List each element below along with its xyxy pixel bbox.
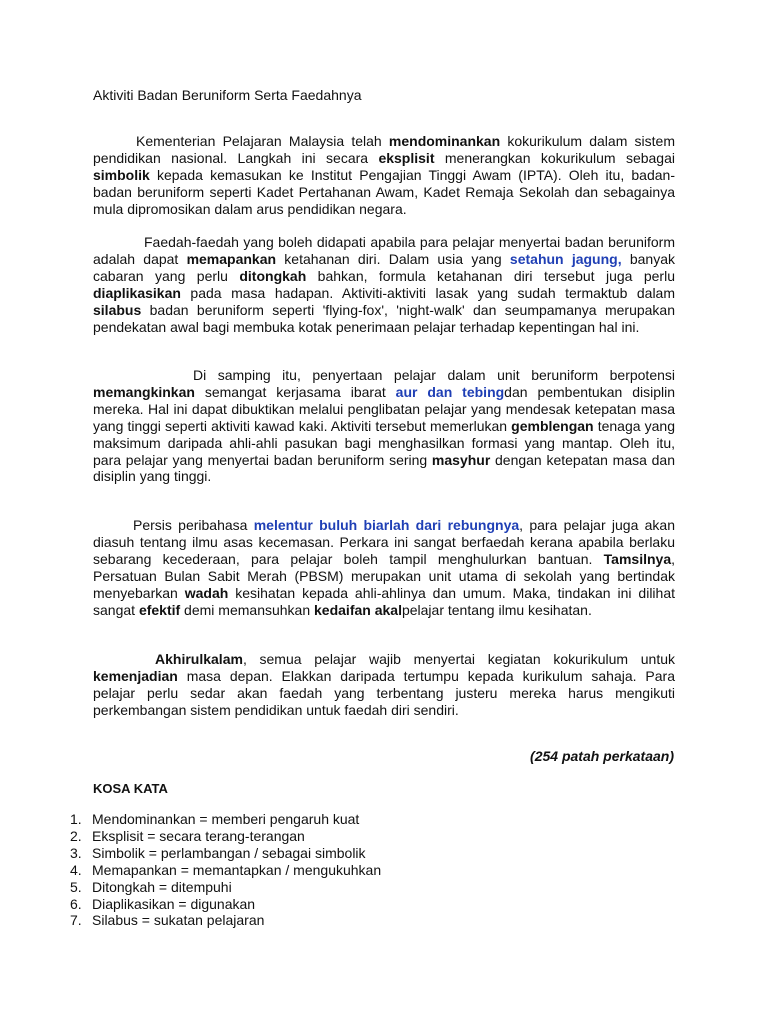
vocabulary-item-number: 4. xyxy=(70,861,82,878)
keyword-bold: Tamsilnya xyxy=(603,550,672,567)
vocabulary-item-text: Simbolik = perlambangan / sebagai simbolik xyxy=(92,844,366,861)
paragraph-text: Faedah-faedah yang boleh didapati apabila para pelajar menyertai badan beruniform adalah dapat xyxy=(93,234,675,267)
vocabulary-item xyxy=(70,862,381,879)
idiom-highlight: melentur buluh biarlah dari rebungnya xyxy=(253,517,520,533)
keyword-bold: mendominankan xyxy=(388,133,501,149)
keyword-bold: kemenjadian xyxy=(93,667,178,684)
keyword-bold: ditongkah xyxy=(239,267,307,284)
vocabulary-item xyxy=(70,811,381,828)
paragraph-text: dengan ketepatan masa dan disiplin yang tinggi. xyxy=(93,451,675,485)
paragraph-text: menerangkan kokurikulum sebagai xyxy=(434,149,675,166)
paragraph-text: kesihatan kepada ahli-ahlinya dan umum. Maka, tindakan ini dilihat sangat xyxy=(93,584,675,618)
vocabulary-item-text: Ditongkah = ditempuhi xyxy=(92,878,232,895)
vocabulary-item-text: Memapankan = memantapkan / mengukuhkan xyxy=(92,861,382,878)
paragraph-text: masa depan. Elakkan daripada tertumpu kepada kurikulum sahaja. Para pelajar perlu sedar akan faedah yang terbentang justeru mereka harus mengikuti perkembangan sistem pendidikan untuk faedah diri sendiri. xyxy=(93,667,675,718)
paragraph-text: pada masa hadapan. Aktiviti-aktiviti lasak yang sudah termaktub dalam xyxy=(180,284,675,301)
vocabulary-item-number: 2. xyxy=(70,827,82,844)
paragraph-text: badan beruniform seperti 'flying-fox', 'night-walk' dan seumpamanya merupakan pendekatan awal bagi membuka kotak penerimaan pelajar terhadap kepentingan hal ini. xyxy=(93,301,675,335)
keyword-bold: kedaifan akal xyxy=(314,601,402,618)
paragraph-text: bahkan, formula ketahanan diri tersebut juga perlu xyxy=(306,267,675,284)
paragraph-text: kepada kemasukan ke Institut Pengajian Tinggi Awam (IPTA). Oleh itu, badan-badan beruniform seperti Kadet Pertahanan Awam, Kadet Remaja Sekolah dan sebagainya mula dipromosikan dalam arus pendidikan negara. xyxy=(93,166,675,217)
paragraph-5 xyxy=(93,651,675,719)
word-count: (254 patah perkataan) xyxy=(530,748,674,764)
document-title: Aktiviti Badan Beruniform Serta Faedahnya xyxy=(93,87,362,103)
keyword-bold: efektif xyxy=(138,601,181,618)
paragraph-text: Kementerian Pelajaran Malaysia telah xyxy=(136,133,389,149)
paragraph-text: , Persatuan Bulan Sabit Merah (PBSM) merupakan unit utama di sekolah yang bertindak menyebarkan xyxy=(93,550,675,601)
vocabulary-item-number: 7. xyxy=(70,912,82,929)
paragraph-text: Persis peribahasa xyxy=(133,517,254,533)
keyword-bold: gemblengan xyxy=(511,417,594,434)
vocabulary-item-number: 1. xyxy=(70,811,82,827)
keyword-bold: simbolik xyxy=(93,166,150,183)
vocabulary-item xyxy=(70,912,381,929)
vocabulary-item-number: 5. xyxy=(70,878,82,895)
paragraph-text: semangat kerjasama ibarat xyxy=(194,383,396,400)
paragraph-text: , para pelajar juga akan diasuh tentang ilmu asas kecemasan. Perkara ini sangat berfaedah kerana apabila berlaku sebarang kecederaan, para pelajar boleh tampil menghulurkan bantuan. xyxy=(93,517,675,567)
keyword-bold: wadah xyxy=(184,584,229,601)
paragraph-text: ketahanan diri. Dalam usia yang xyxy=(276,250,510,267)
paragraph-text: , semua pelajar wajib menyertai kegiatan kokurikulum untuk xyxy=(242,651,675,667)
paragraph-2 xyxy=(93,234,675,335)
idiom-highlight: setahun jagung, xyxy=(509,250,622,267)
paragraph-text: pelajar tentang ilmu kesihatan. xyxy=(401,601,592,618)
paragraph-text: banyak cabaran yang perlu xyxy=(93,250,675,284)
paragraph-text: demi memansuhkan xyxy=(180,601,315,618)
vocabulary-item xyxy=(70,845,381,862)
idiom-highlight: aur dan tebing xyxy=(395,383,505,400)
keyword-bold: eksplisit xyxy=(378,149,435,166)
vocabulary-item-text: Eksplisit = secara terang-terangan xyxy=(92,827,305,844)
vocabulary-heading: KOSA KATA xyxy=(93,781,168,796)
keyword-bold: memapankan xyxy=(186,250,277,267)
vocabulary-item xyxy=(70,896,381,913)
keyword-bold: memangkinkan xyxy=(93,383,195,400)
vocabulary-item-text: Silabus = sukatan pelajaran xyxy=(92,912,265,929)
vocabulary-item-text: Diaplikasikan = digunakan xyxy=(92,895,256,912)
paragraph-text: kokurikulum dalam sistem pendidikan nasional. Langkah ini secara xyxy=(93,133,675,166)
vocabulary-item-number: 3. xyxy=(70,844,82,861)
paragraph-4 xyxy=(93,517,675,618)
paragraph-text: dan pembentukan disiplin mereka. Hal ini dapat dibuktikan melalui penglibatan pelajar yang mendesak ketepatan masa yang tinggi seperti aktiviti kawad kaki. Aktiviti tersebut memerlukan xyxy=(93,383,675,434)
keyword-bold: Akhirulkalam xyxy=(155,651,243,667)
keyword-bold: silabus xyxy=(93,301,142,318)
vocabulary-item-number: 6. xyxy=(70,895,82,912)
vocabulary-item xyxy=(70,879,381,896)
vocabulary-item xyxy=(70,828,381,845)
vocabulary-item-text: Mendominankan = memberi pengaruh kuat xyxy=(92,811,360,827)
keyword-bold: masyhur xyxy=(431,451,491,468)
paragraph-1 xyxy=(93,133,675,218)
paragraph-text: Di samping itu, penyertaan pelajar dalam unit beruniform berpotensi xyxy=(193,367,675,383)
paragraph-3 xyxy=(93,367,675,485)
paragraph-text: tenaga yang maksimum daripada ahli-ahli pasukan bagi menghasilkan formasi yang mantap. Oleh itu, para pelajar yang menyertai badan beruniform sering xyxy=(93,417,675,468)
vocabulary-list xyxy=(70,811,381,929)
keyword-bold: diaplikasikan xyxy=(93,284,181,301)
